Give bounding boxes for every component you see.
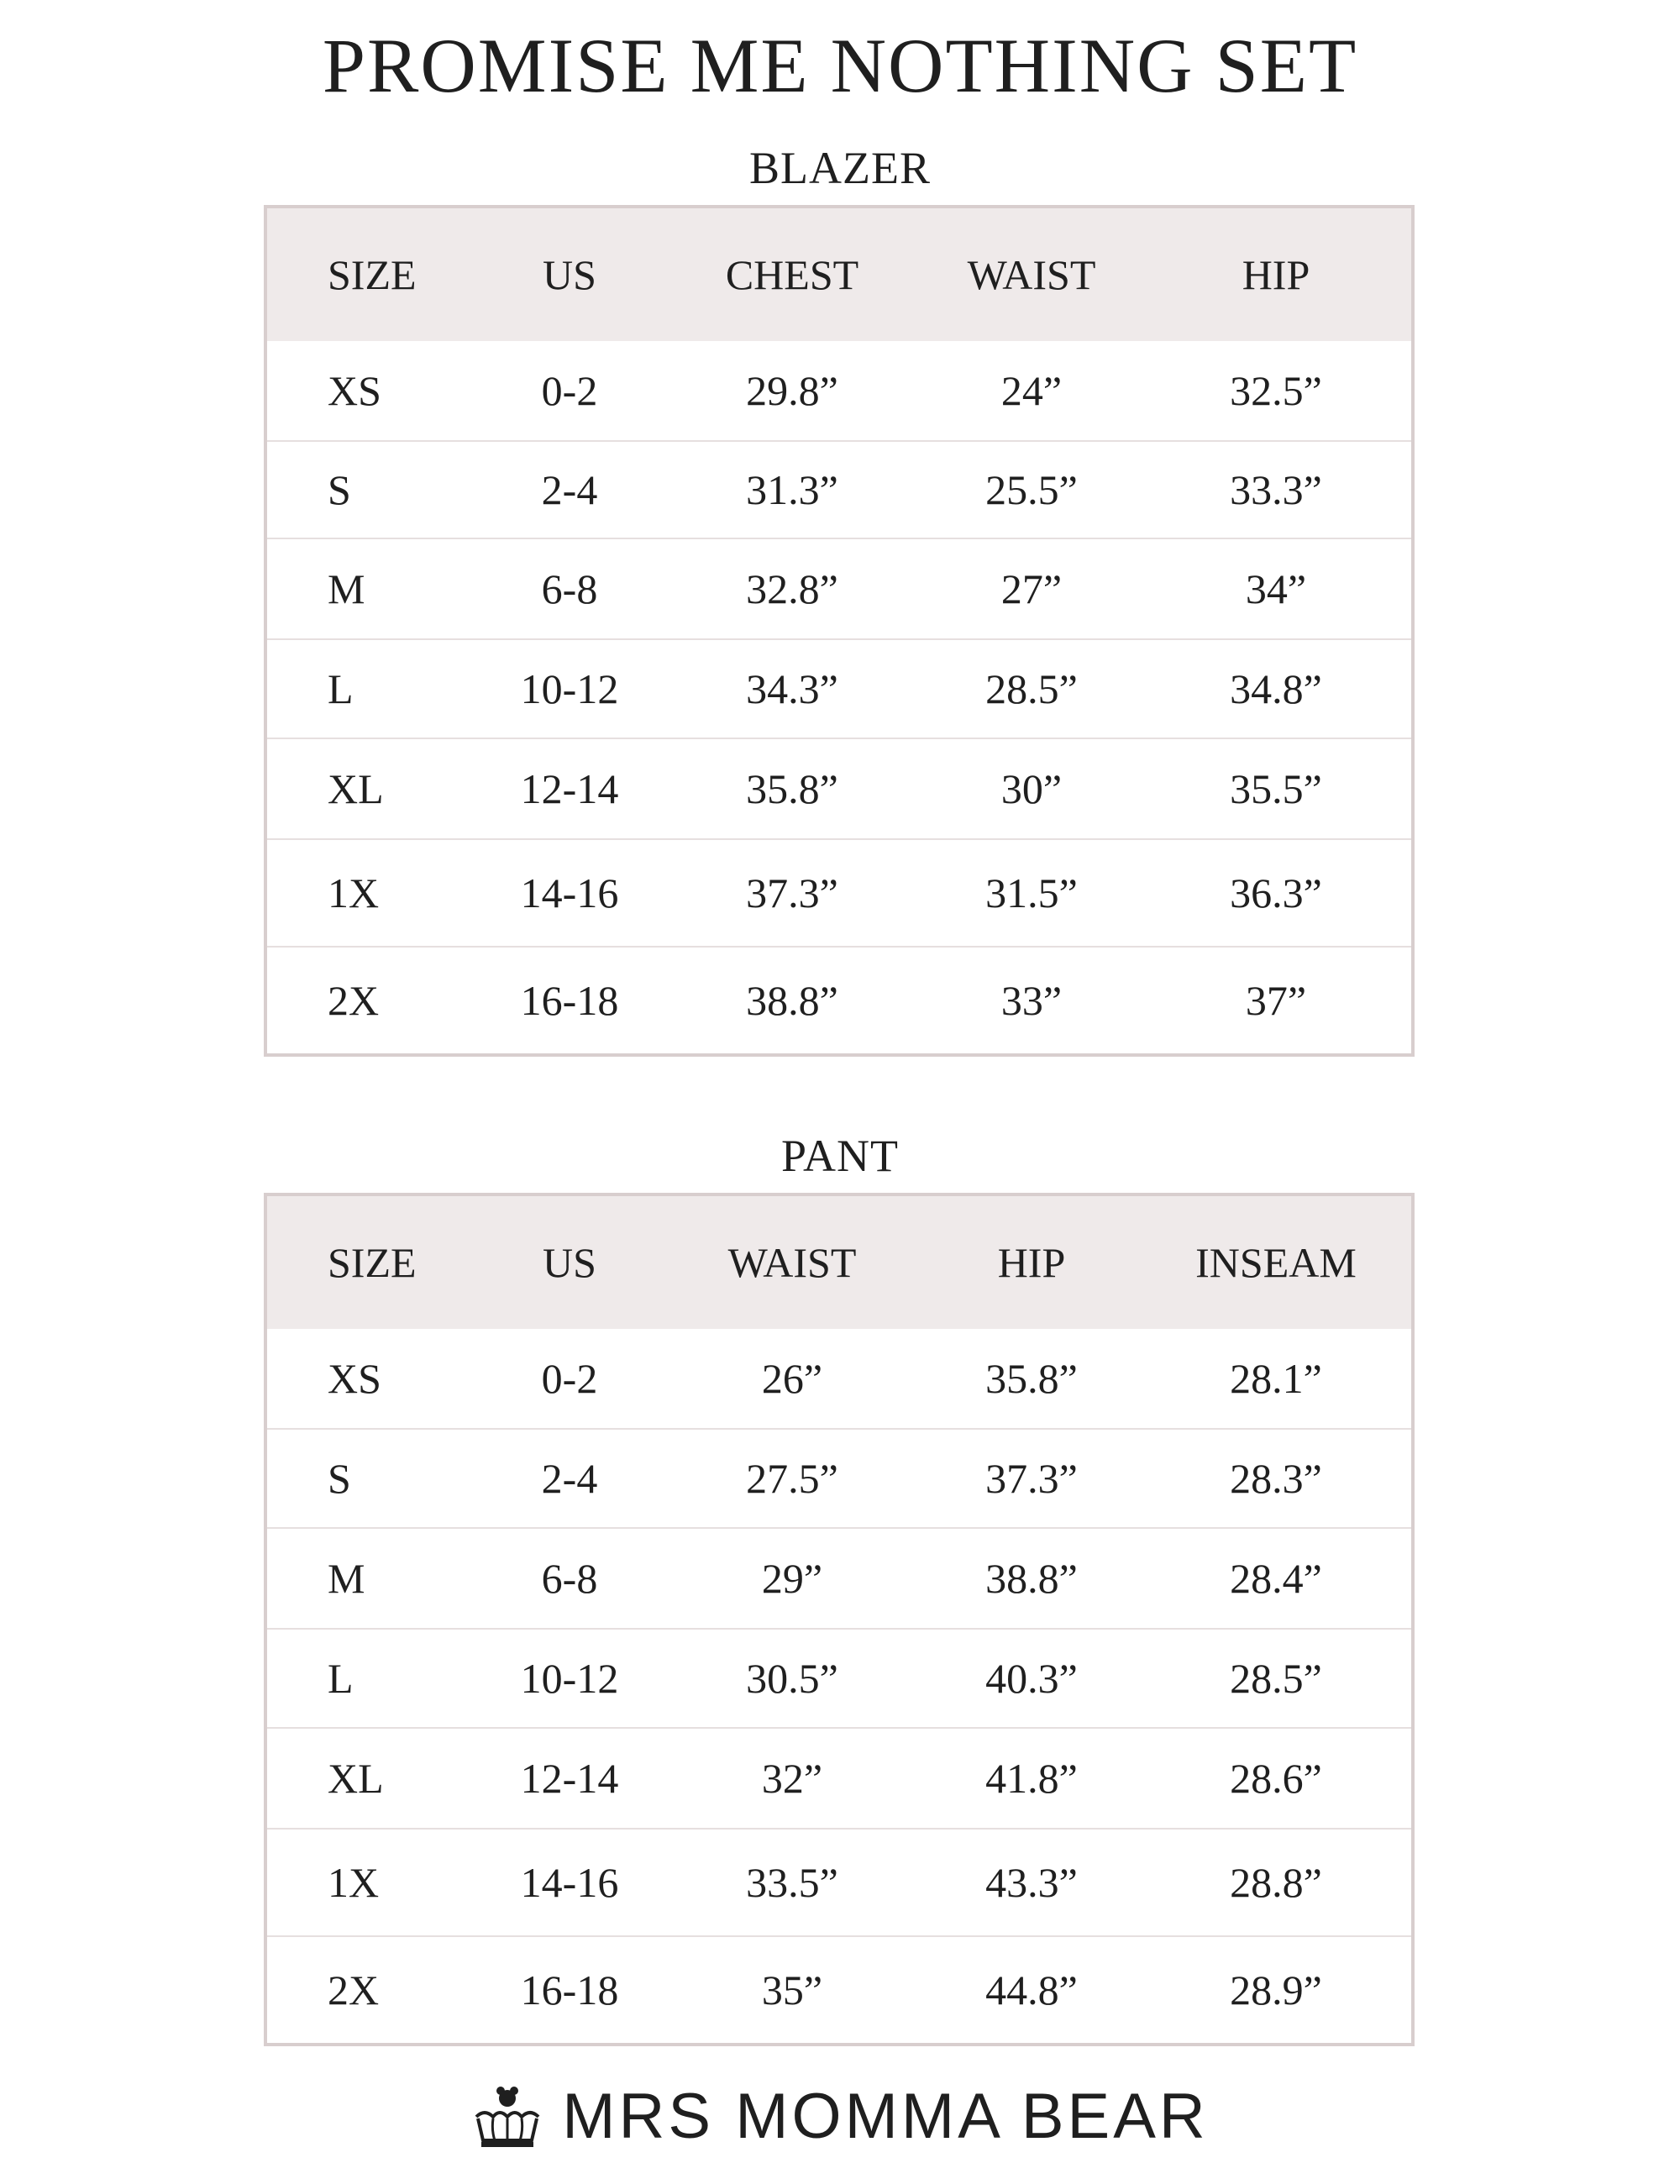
hip-cell: 40.3” xyxy=(985,1655,1078,1702)
size-cell: M xyxy=(328,1555,365,1602)
size-cell: L xyxy=(328,665,354,712)
us-cell: 14-16 xyxy=(520,869,619,916)
size-cell: L xyxy=(328,1655,354,1702)
waist-cell: 30” xyxy=(1000,765,1063,812)
hip-cell: 37.3” xyxy=(985,1455,1078,1502)
waist-cell: 24” xyxy=(1000,367,1063,414)
us-cell: 6-8 xyxy=(541,1555,598,1602)
chest-cell: 38.8” xyxy=(746,977,838,1024)
inseam-cell: 28.9” xyxy=(1230,1966,1322,2013)
table-body xyxy=(267,1329,1411,2043)
waist-cell: 26” xyxy=(761,1355,823,1402)
table-header xyxy=(267,208,1411,341)
size-cell: 1X xyxy=(328,1859,380,1906)
table-row xyxy=(267,1828,1411,1935)
inseam-cell: 28.4” xyxy=(1230,1555,1322,1602)
table-header xyxy=(267,1196,1411,1329)
inseam-cell: 28.1” xyxy=(1230,1355,1322,1402)
table-row xyxy=(267,1628,1411,1727)
size-cell: XL xyxy=(328,1755,384,1802)
blazer-heading: BLAZER xyxy=(749,143,931,193)
us-cell: 12-14 xyxy=(520,1755,619,1802)
column-header-chest: CHEST xyxy=(725,251,859,298)
waist-cell: 31.5” xyxy=(985,869,1078,916)
table-body xyxy=(267,341,1411,1053)
table-row xyxy=(267,538,1411,638)
table-row xyxy=(267,1329,1411,1428)
waist-cell: 32” xyxy=(761,1755,823,1802)
chest-cell: 31.3” xyxy=(746,466,838,513)
waist-cell: 33” xyxy=(1000,977,1063,1024)
table-row xyxy=(267,341,1411,440)
table-row xyxy=(267,440,1411,538)
crown-bear-icon xyxy=(471,2083,543,2150)
waist-cell: 25.5” xyxy=(985,466,1078,513)
column-header-us: US xyxy=(543,251,596,298)
hip-cell: 38.8” xyxy=(985,1555,1078,1602)
page-title: PROMISE ME NOTHING SET xyxy=(322,23,1358,108)
us-cell: 10-12 xyxy=(520,665,619,712)
table-row xyxy=(267,838,1411,946)
inseam-cell: 28.3” xyxy=(1230,1455,1322,1502)
us-cell: 2-4 xyxy=(541,1455,598,1502)
inseam-cell: 28.5” xyxy=(1230,1655,1322,1702)
us-cell: 10-12 xyxy=(520,1655,619,1702)
hip-cell: 35.8” xyxy=(985,1355,1078,1402)
us-cell: 0-2 xyxy=(541,367,598,414)
size-cell: XL xyxy=(328,765,384,812)
column-header-waist: WAIST xyxy=(967,251,1096,298)
hip-cell: 37” xyxy=(1245,977,1307,1024)
us-cell: 0-2 xyxy=(541,1355,598,1402)
pant-size-table xyxy=(264,1193,1415,2046)
size-cell: XS xyxy=(328,367,381,414)
brand-logo xyxy=(0,2075,1680,2159)
size-cell: 2X xyxy=(328,977,380,1024)
us-cell: 12-14 xyxy=(520,765,619,812)
chest-cell: 29.8” xyxy=(746,367,838,414)
us-cell: 16-18 xyxy=(520,1966,619,2013)
hip-cell: 44.8” xyxy=(985,1966,1078,2013)
inseam-cell: 28.6” xyxy=(1230,1755,1322,1802)
brand-name: MRS MOMMA BEAR xyxy=(562,2081,1209,2152)
hip-cell: 35.5” xyxy=(1230,765,1322,812)
waist-cell: 28.5” xyxy=(985,665,1078,712)
waist-cell: 27.5” xyxy=(746,1455,838,1502)
table-row xyxy=(267,946,1411,1053)
us-cell: 14-16 xyxy=(520,1859,619,1906)
column-header-inseam: INSEAM xyxy=(1195,1239,1357,1286)
waist-cell: 33.5” xyxy=(746,1859,838,1906)
chest-cell: 32.8” xyxy=(746,565,838,612)
table-row xyxy=(267,638,1411,738)
hip-cell: 36.3” xyxy=(1230,869,1322,916)
blazer-size-table xyxy=(264,205,1415,1057)
inseam-cell: 28.8” xyxy=(1230,1859,1322,1906)
table-row xyxy=(267,1527,1411,1628)
column-header-hip: HIP xyxy=(1242,251,1310,298)
size-cell: 1X xyxy=(328,869,380,916)
waist-cell: 30.5” xyxy=(746,1655,838,1702)
pant-heading: PANT xyxy=(780,1131,900,1181)
hip-cell: 41.8” xyxy=(985,1755,1078,1802)
column-header-size: SIZE xyxy=(328,251,417,298)
hip-cell: 43.3” xyxy=(985,1859,1078,1906)
hip-cell: 33.3” xyxy=(1230,466,1322,513)
hip-cell: 32.5” xyxy=(1230,367,1322,414)
size-cell: S xyxy=(328,1455,351,1502)
column-header-hip: HIP xyxy=(997,1239,1066,1286)
table-row xyxy=(267,1428,1411,1527)
size-cell: 2X xyxy=(328,1966,380,2013)
size-cell: XS xyxy=(328,1355,381,1402)
chest-cell: 35.8” xyxy=(746,765,838,812)
column-header-us: US xyxy=(543,1239,596,1286)
chest-cell: 34.3” xyxy=(746,665,838,712)
size-cell: M xyxy=(328,565,365,612)
waist-cell: 29” xyxy=(761,1555,823,1602)
table-row xyxy=(267,1727,1411,1828)
hip-cell: 34.8” xyxy=(1230,665,1322,712)
us-cell: 6-8 xyxy=(541,565,598,612)
us-cell: 2-4 xyxy=(541,466,598,513)
table-row xyxy=(267,1935,1411,2043)
column-header-waist: WAIST xyxy=(727,1239,857,1286)
table-row xyxy=(267,738,1411,838)
chest-cell: 37.3” xyxy=(746,869,838,916)
waist-cell: 27” xyxy=(1000,565,1063,612)
hip-cell: 34” xyxy=(1245,565,1307,612)
waist-cell: 35” xyxy=(761,1966,823,2013)
size-cell: S xyxy=(328,466,351,513)
us-cell: 16-18 xyxy=(520,977,619,1024)
column-header-size: SIZE xyxy=(328,1239,417,1286)
